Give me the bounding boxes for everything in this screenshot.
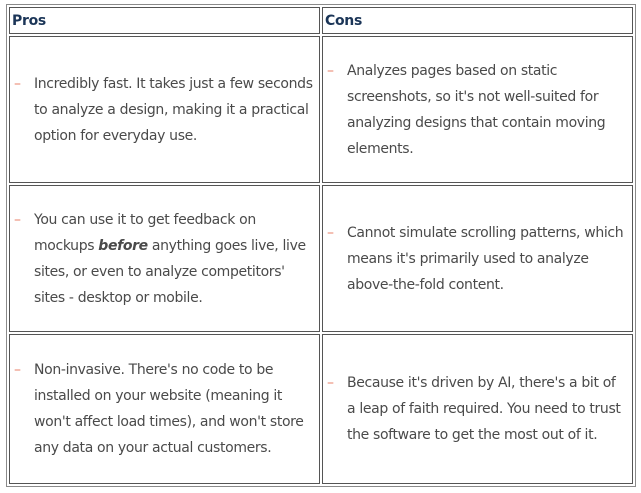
pro-item <box>10 207 319 311</box>
pro-cell <box>9 334 320 484</box>
con-text: Analyzes pages based on static screenshots, so it's not well-suited for analyzing designs that contain moving elements. <box>347 62 606 157</box>
dash-bullet-icon: – <box>327 375 334 391</box>
dash-bullet-icon: – <box>327 62 334 79</box>
con-cell <box>322 185 633 332</box>
con-cell <box>322 36 633 183</box>
dash-bullet-icon: – <box>14 75 21 92</box>
emphasis-text: before <box>98 237 148 254</box>
pros-header: Pros <box>9 7 320 34</box>
pro-item <box>10 357 319 461</box>
pro-item <box>10 71 319 149</box>
con-text: Cannot simulate scrolling patterns, which means it's primarily used to analyze above-the-fold content. <box>347 224 624 293</box>
pro-text: Incredibly fast. It takes just a few seconds to analyze a design, making it a practical option for everyday use. <box>34 75 313 144</box>
pro-cell <box>9 185 320 332</box>
dash-bullet-icon: – <box>14 362 21 378</box>
con-item <box>323 370 632 448</box>
header-row <box>9 7 633 34</box>
con-item <box>323 58 632 162</box>
pro-text: anything goes live, live sites, or even to analyze competitors' sites - desktop or mobile. <box>34 237 306 306</box>
con-item <box>323 220 632 298</box>
con-cell <box>322 334 633 484</box>
table-row <box>9 185 633 332</box>
pros-cons-table <box>6 4 636 487</box>
pro-text: Non-invasive. There's no code to be installed on your website (meaning it won't affect load times), and won't store any data on your actual customers. <box>34 362 304 456</box>
dash-bullet-icon: – <box>327 224 334 241</box>
cons-header: Cons <box>322 7 633 34</box>
pro-cell <box>9 36 320 183</box>
table-row <box>9 36 633 183</box>
pro-text: You can use it to get feedback on mockups <box>34 211 256 254</box>
con-text: Because it's driven by AI, there's a bit of a leap of faith required. You need to trust the software to get the most out of it. <box>347 375 621 443</box>
table-row <box>9 334 633 484</box>
dash-bullet-icon: – <box>14 211 21 228</box>
